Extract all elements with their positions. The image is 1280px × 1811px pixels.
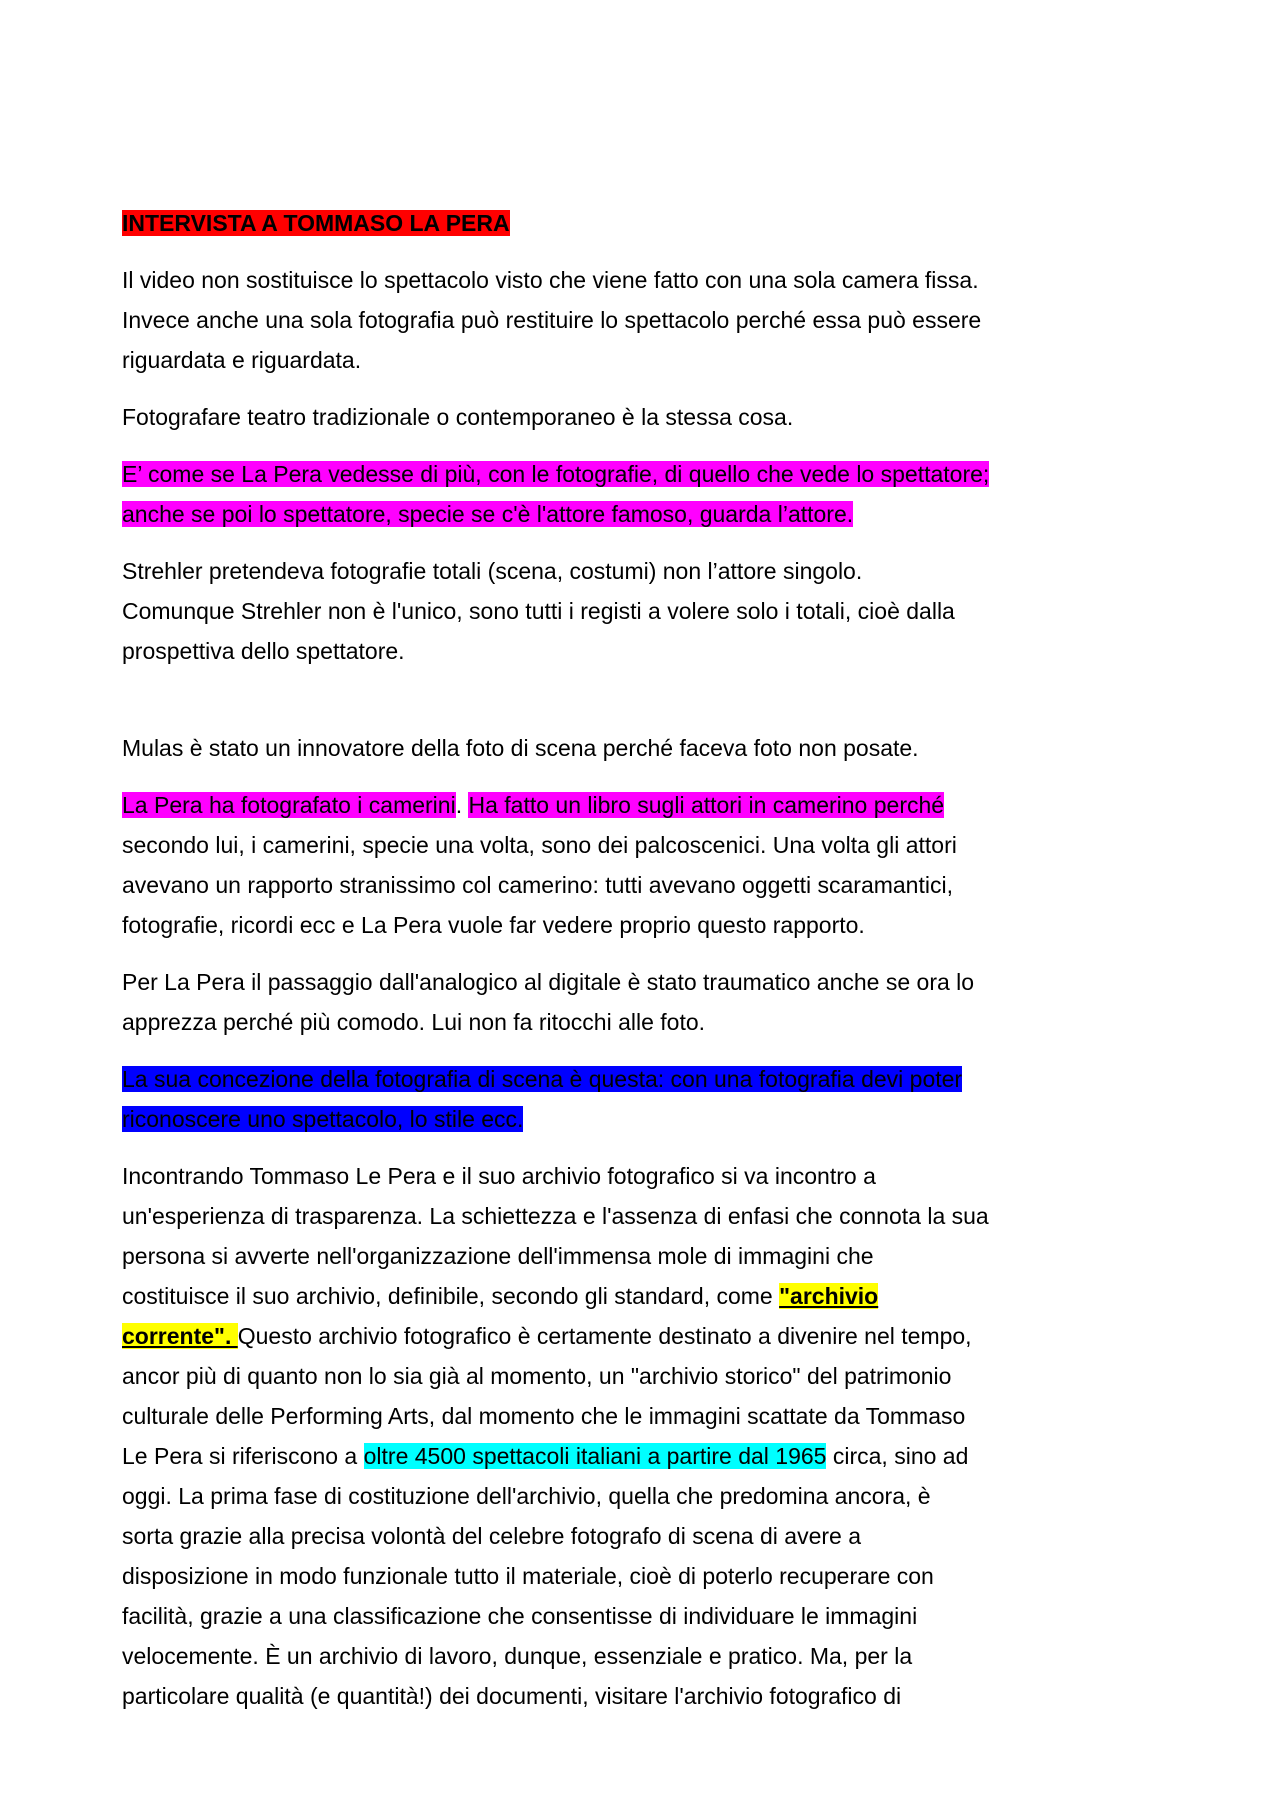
blue-highlight: riconoscere uno spettacolo, lo stile ecc.: [122, 1106, 524, 1132]
blue-highlight: La sua concezione della fotografia di scena è questa: con una fotografia devi poter: [122, 1066, 963, 1092]
text-line-wrapper: [122, 1316, 1172, 1356]
text-line: un'esperienza di trasparenza. La schiettezza e l'assenza di enfasi che connota la sua: [122, 1203, 989, 1229]
text-line: Comunque Strehler non è l'unico, sono tutti i registi a volere solo i totali, cioè dalla: [122, 598, 955, 624]
text-line: secondo lui, i camerini, specie una volta, sono dei palcoscenici. Una volta gli attori: [122, 832, 957, 858]
text-line: Fotografare teatro tradizionale o contemporaneo è la stessa cosa.: [122, 404, 794, 430]
text-line: ancor più di quanto non lo sia già al momento, un "archivio storico" del patrimonio: [122, 1363, 952, 1389]
document-body: [122, 203, 1172, 1733]
text-line-wrapper: [122, 1099, 1172, 1139]
cyan-highlight: oltre 4500 spettacoli italiani a partire dal 1965: [363, 1443, 827, 1469]
text-line: velocemente. È un archivio di lavoro, dunque, essenziale e pratico. Ma, per la: [122, 1643, 913, 1669]
title-highlight: INTERVISTA A TOMMASO LA PERA: [122, 210, 510, 236]
text-line: Mulas è stato un innovatore della foto di scena perché faceva foto non posate.: [122, 735, 919, 761]
text-line: fotografie, ricordi ecc e La Pera vuole far vedere proprio questo rapporto.: [122, 912, 865, 938]
paragraph-teatro: [122, 397, 1172, 437]
text-line: avevano un rapporto stranissimo col camerino: tutti avevano oggetti scaramantici,: [122, 872, 953, 898]
text-segment: Le Pera si riferiscono a: [122, 1443, 364, 1469]
text-line-wrapper: [122, 1276, 1172, 1316]
paragraph-spettatore: [122, 454, 1172, 534]
paragraph-camerini: [122, 785, 1172, 945]
document-title: [122, 203, 1172, 243]
text-line: apprezza perché più comodo. Lui non fa ritocchi alle foto.: [122, 1009, 706, 1035]
text-line: Invece anche una sola fotografia può restituire lo spettacolo perché essa può essere: [122, 307, 982, 333]
text-line: facilità, grazie a una classificazione che consentisse di individuare le immagini: [122, 1603, 918, 1629]
paragraph-digitale: [122, 962, 1172, 1042]
paragraph-strehler: [122, 551, 1172, 671]
text-line-wrapper: [122, 1059, 1172, 1099]
text-line: oggi. La prima fase di costituzione dell'archivio, quella che predomina ancora, è: [122, 1483, 931, 1509]
magenta-highlight: anche se poi lo spettatore, specie se c'è l'attore famoso, guarda l’attore.: [122, 501, 854, 527]
text-line: persona si avverte nell'organizzazione dell'immensa mole di immagini che: [122, 1243, 874, 1269]
text-line: Strehler pretendeva fotografie totali (scena, costumi) non l’attore singolo.: [122, 558, 863, 584]
text-line: culturale delle Performing Arts, dal momento che le immagini scattate da Tommaso: [122, 1403, 966, 1429]
text-segment: costituisce il suo archivio, definibile, secondo gli standard, come: [122, 1283, 780, 1309]
text-line: particolare qualità (e quantità!) dei documenti, visitare l'archivio fotografico di: [122, 1683, 902, 1709]
magenta-highlight: La Pera ha fotografato i camerini: [122, 792, 456, 818]
text-line: riguardata e riguardata.: [122, 347, 362, 373]
paragraph-video: [122, 260, 1172, 380]
text-line: prospettiva dello spettatore.: [122, 638, 405, 664]
paragraph-concezione: [122, 1059, 1172, 1139]
magenta-highlight: E’ come se La Pera vedesse di più, con le fotografie, di quello che vede lo spettatore;: [122, 461, 990, 487]
text-line-wrapper: [122, 454, 1172, 494]
text-line-wrapper: [122, 785, 1172, 825]
text-line: disposizione in modo funzionale tutto il materiale, cioè di poterlo recuperare con: [122, 1563, 934, 1589]
text-line-wrapper: [122, 1436, 1172, 1476]
yellow-highlight: "archivio: [779, 1283, 879, 1309]
text-line: sorta grazie alla precisa volontà del celebre fotografo di scena di avere a: [122, 1523, 861, 1549]
text-line: Per La Pera il passaggio dall'analogico al digitale è stato traumatico anche se ora lo: [122, 969, 975, 995]
text-line: Incontrando Tommaso Le Pera e il suo archivio fotografico si va incontro a: [122, 1163, 876, 1189]
magenta-highlight: Ha fatto un libro sugli attori in camerino perché: [468, 792, 945, 818]
text-segment: Questo archivio fotografico è certamente destinato a divenire nel tempo,: [237, 1323, 972, 1349]
yellow-highlight: corrente".: [122, 1323, 238, 1349]
text-line: Il video non sostituisce lo spettacolo visto che viene fatto con una sola camera fissa.: [122, 267, 979, 293]
paragraph-archivio: [122, 1156, 1172, 1716]
separator-text: .: [455, 792, 469, 818]
paragraph-mulas: [122, 728, 1172, 768]
text-line-wrapper: [122, 494, 1172, 534]
text-segment: circa, sino ad: [826, 1443, 969, 1469]
